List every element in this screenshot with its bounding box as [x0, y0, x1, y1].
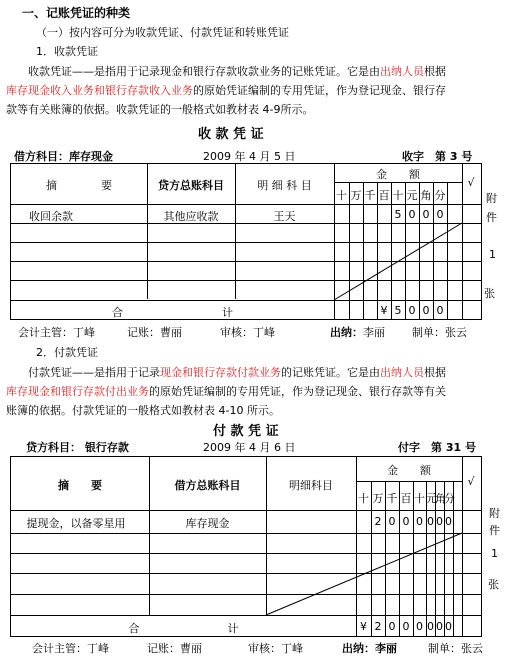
payment-digit-header-7: 分	[444, 492, 455, 505]
payment-total-digit-0: ¥	[360, 620, 367, 633]
payment-bookkeeper: 记账：曹丽	[147, 642, 202, 655]
payment-digit-header-0: 十	[358, 492, 369, 505]
receipt-supervisor: 会计主管：丁峰	[18, 326, 95, 339]
receipt-total-digit-3: ¥	[380, 304, 388, 317]
payment-col-detail: 明细科目	[289, 479, 333, 492]
payment-table	[10, 456, 482, 637]
payment-credit-account: 贷方科目： 银行存款	[26, 441, 129, 454]
receipt-total-digit-6: 0	[422, 304, 430, 317]
receipt-preparer: 制单：张云	[412, 326, 467, 339]
item-payment-heading: 2．付款凭证	[36, 346, 98, 359]
sub-heading: （一）按内容可分为收款凭证、付款凭证和转账凭证	[36, 26, 289, 39]
payment-title: 付 款 凭 证	[213, 424, 279, 439]
payment-side-2: 件	[489, 524, 500, 537]
payment-digit-header-3: 百	[400, 492, 412, 505]
receipt-side-4: 张	[484, 287, 495, 300]
receipt-col-summary: 摘 要	[46, 179, 112, 192]
receipt-voucher-no: 收字 第 3 号	[402, 150, 473, 163]
payment-row-digit-3: 0	[402, 515, 410, 528]
receipt-row-digit-7: 0	[436, 208, 444, 221]
receipt-digit-header-3: 百	[378, 189, 390, 202]
receipt-digit-header-7: 分	[434, 189, 446, 202]
payment-digit-header-6: 角	[435, 492, 446, 505]
receipt-date: 2009 年 4 月 5 日	[203, 150, 296, 163]
receipt-description: 收款凭证——是指用于记录现金和银行存款收款业务的记账凭证。它是由出纳人员根据	[28, 65, 446, 78]
receipt-side-1: 附	[486, 192, 497, 205]
receipt-row-digit-6: 0	[422, 208, 430, 221]
payment-digit-header-4: 十	[414, 492, 425, 505]
payment-total-digit-5: 0	[427, 620, 434, 633]
payment-col-amount: 金 额	[387, 464, 431, 477]
receipt-digit-header-6: 角	[420, 189, 432, 202]
receipt-digit-header-1: 万	[350, 189, 362, 202]
payment-row-summary: 提现金，以备零星用	[26, 517, 126, 530]
receipt-auditor: 审核：丁峰	[220, 326, 275, 339]
payment-side-3: 1	[491, 547, 498, 560]
receipt-table	[10, 163, 482, 320]
receipt-title: 收 款 凭 证	[198, 127, 264, 142]
payment-total-digit-7: 0	[445, 620, 452, 633]
receipt-total-digit-4: 5	[394, 304, 402, 317]
payment-row-digit-4: 0	[416, 515, 423, 528]
receipt-cashier: 出纳：李丽	[330, 326, 385, 339]
receipt-digit-header-4: 十	[392, 189, 404, 202]
payment-preparer: 制单：张云	[428, 642, 483, 655]
payment-description: 付款凭证——是指用于记录现金和银行存款付款业务的记账凭证。它是由出纳人员根据	[28, 366, 446, 379]
payment-total-digit-1: 2	[374, 620, 382, 633]
payment-digit-header-1: 万	[372, 492, 384, 505]
payment-voucher-no: 付字 第 31 号	[398, 441, 476, 454]
payment-digit-header-5: 元	[426, 492, 437, 505]
payment-date: 2009 年 4 月 6 日	[203, 441, 296, 454]
receipt-description-2: 库存现金收入业务和银行存款收入业务的原始凭证编制的专用凭证，作为登记现金、银行存	[6, 84, 446, 97]
receipt-bookkeeper: 记账：曹丽	[127, 326, 182, 339]
payment-col-summary: 摘 要	[58, 479, 102, 492]
payment-total-digit-4: 0	[416, 620, 423, 633]
payment-check-mark: √	[467, 475, 475, 488]
payment-row-digit-6: 0	[436, 515, 443, 528]
receipt-row-summary: 收回余款	[29, 210, 73, 223]
payment-total-digit-3: 0	[402, 620, 410, 633]
receipt-col-detail: 明 细 科 目	[257, 179, 312, 192]
payment-side-4: 张	[488, 578, 499, 591]
receipt-total-label: 合 计	[112, 306, 233, 319]
payment-row-digit-1: 2	[374, 515, 382, 528]
payment-row-general: 库存现金	[185, 517, 230, 530]
payment-total-digit-2: 0	[388, 620, 396, 633]
receipt-digit-header-5: 元	[406, 189, 418, 202]
receipt-col-amount: 金 额	[376, 168, 420, 181]
payment-cashier: 出纳：李丽	[342, 642, 397, 655]
payment-supervisor: 会计主管：丁峰	[32, 642, 109, 655]
payment-row-digit-7: 0	[445, 515, 452, 528]
receipt-total-digit-5: 0	[408, 304, 416, 317]
payment-row-digit-2: 0	[388, 515, 396, 528]
receipt-check-mark: √	[467, 176, 475, 189]
receipt-side-2: 件	[486, 211, 497, 224]
item-receipt-heading: 1．收款凭证	[36, 45, 98, 58]
payment-auditor: 审核：丁峰	[248, 642, 303, 655]
payment-col-general: 借方总账科目	[174, 479, 241, 492]
payment-total-label: 合 计	[128, 622, 239, 635]
receipt-side-3: 1	[489, 248, 496, 261]
payment-row-digit-5: 0	[427, 515, 434, 528]
receipt-row-detail: 王天	[273, 210, 296, 223]
receipt-row-digit-4: 5	[394, 208, 402, 221]
receipt-digit-header-0: 十	[336, 189, 347, 202]
payment-description-3: 账簿的依据。付款凭证的一般格式如教材表 4-10 所示。	[6, 404, 280, 417]
payment-total-digit-6: 0	[436, 620, 443, 633]
payment-side-1: 附	[489, 507, 500, 520]
receipt-row-general: 其他应收款	[163, 210, 219, 223]
receipt-total-digit-7: 0	[436, 304, 444, 317]
receipt-description-3: 款等有关账簿的依据。收款凭证的一般格式如教材表 4-9所示。	[6, 103, 314, 116]
section-heading: 一、记账凭证的种类	[22, 6, 131, 20]
receipt-digit-header-2: 千	[364, 189, 376, 202]
payment-description-2: 库存现金和银行存款付出业务的原始凭证编制的专用凭证，作为登记现金、银行存款等有关	[6, 385, 446, 398]
receipt-row-digit-5: 0	[408, 208, 416, 221]
receipt-col-general: 贷方总账科目	[158, 179, 224, 192]
receipt-debit-account: 借方科目：库存现金	[14, 150, 113, 163]
payment-digit-header-2: 千	[386, 492, 398, 505]
